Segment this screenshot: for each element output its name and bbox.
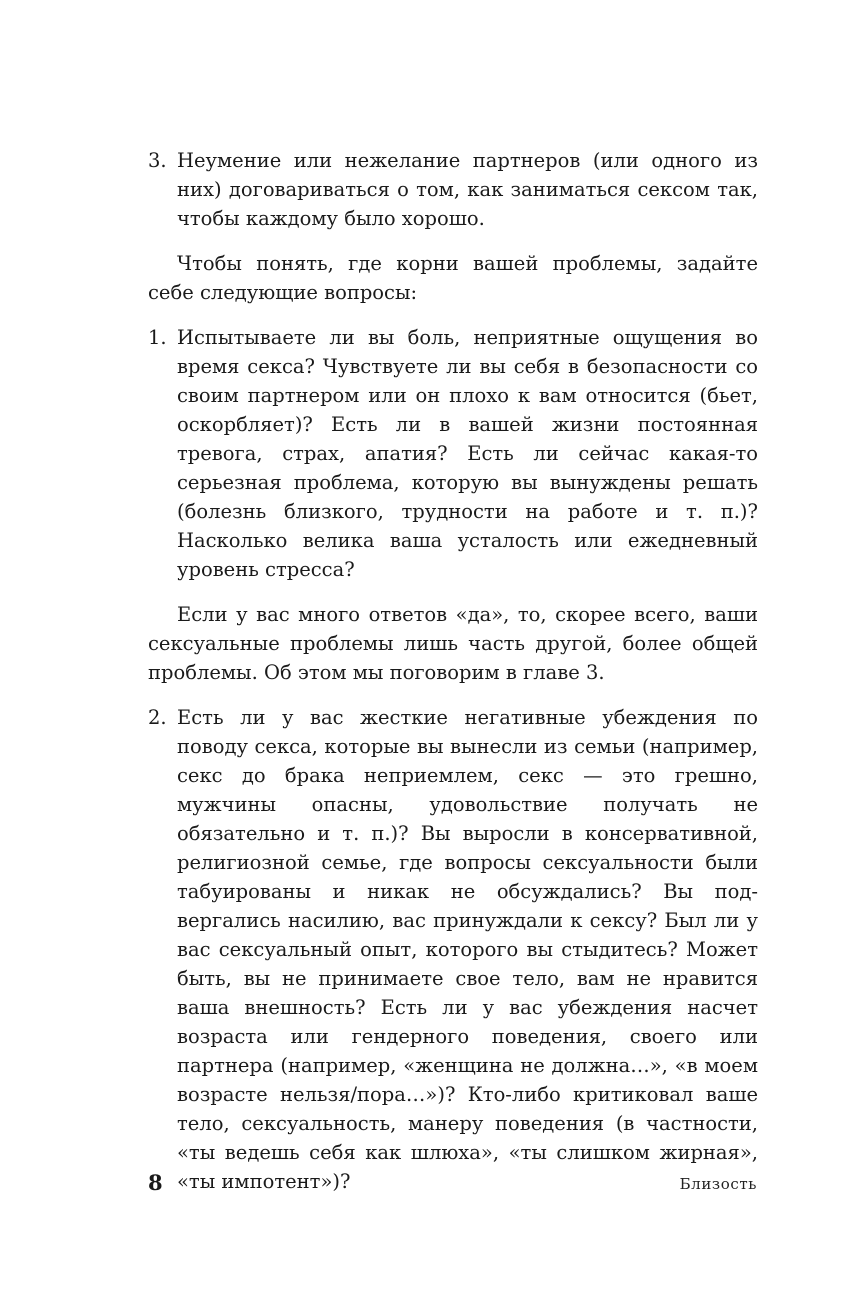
list-number: 2. <box>148 706 167 729</box>
list-text: Испытываете ли вы боль, неприятные ощущения во время секса? Чувствуете ли вы себя в безопасности со своим партнером или он плохо к вам относится (бьет, оскорбляет)? Есть ли в вашей жизни постоянная тревога, страх, апатия? Есть ли сейчас какая-то серьезная проблема, которую вы вынуждены решать (болезнь близкого, трудности на работе и т. п.)? Насколько велика ваша усталость или ежедневный уровень стресса? <box>177 326 758 581</box>
list-number: 3. <box>148 149 167 172</box>
list-item-3 <box>148 146 758 233</box>
page-body <box>148 146 758 1196</box>
question-item-2 <box>148 703 758 1196</box>
running-footer-title: Близость <box>679 1175 757 1193</box>
list-number: 1. <box>148 326 167 349</box>
paragraph-answers-yes: Если у вас много ответов «да», то, скорее всего, ваши сексуальные проблемы лишь часть другой, более общей проблемы. Об этом мы поговорим в главе 3. <box>148 603 758 684</box>
page-number: 8 <box>148 1170 163 1195</box>
list-text: Неумение или нежелание партнеров (или одного из них) договариваться о том, как заниматься сексом так, чтобы каждому было хорошо. <box>177 149 758 230</box>
list-text: Есть ли у вас жесткие негативные убеждения по поводу секса, которые вы вынесли из семьи (например, секс до брака неприемлем, секс — это грешно, мужчины опасны, удовольствие получать не обязательно и т. п.)? Вы выросли в консервативной, религиозной семье, где вопросы сексуальности были табуированы и никак не обсуждались? Вы подвергались насилию, вас принуждали к сексу? Был ли у вас сексуальный опыт, которого вы стыдитесь? Может быть, вы не принимаете свое тело, вам не нравится ваша внешность? Есть ли у вас убеждения насчет возраста или гендерного поведения, своего или партнера (например, «женщина не должна…», «в моем возрасте нельзя/пора…»)? Кто-либо критиковал ваше тело, сексуальность, манеру поведения (в частности, «ты ведешь себя как шлюха», «ты слишком жирная», «ты импотент»)? <box>177 706 758 1193</box>
question-item-1 <box>148 323 758 584</box>
paragraph-questions-intro: Чтобы понять, где корни вашей проблемы, задайте себе следующие вопросы: <box>148 252 758 304</box>
